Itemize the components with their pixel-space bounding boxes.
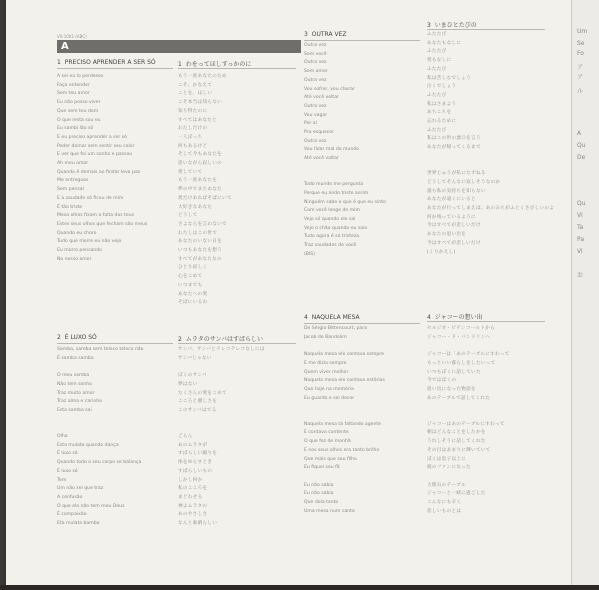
lyric-line: O meu samba [57,373,90,379]
lyric-line: Naquela mesa tá faltando agente [304,421,382,427]
lyric-line: 朝はどんなことをしたかを [427,430,486,436]
side-label: A [61,41,69,52]
title-rule [57,343,173,344]
lyric-line: しかし何か [178,477,203,483]
lyric-line: Todo mundo me pergunta [304,182,364,188]
lyric-line: Sem amor [304,69,328,75]
lyric-line: なんと素晴らしい [178,521,218,527]
lyric-line: 私のこころを [178,486,208,492]
lyric-line: ぼくは息子以上に [427,456,467,462]
lyric-line [304,164,386,173]
lyric-line: Outra vez [304,77,327,83]
lyric-line [304,412,385,421]
lyric-line: もう一度あなたを [178,178,218,184]
lyric-line: Outra vez [304,43,327,48]
lyric-line: Vejo só quando ele sai [304,217,356,223]
lyric-line: サンバじゃない [178,355,212,361]
lyric-line: 知り得たのに [178,108,208,114]
lyric-line: あなたが帰ってくるまで [427,145,481,151]
lyric-line: O que fez de manhã [304,439,351,445]
adjacent-page-line: ア [577,74,584,81]
lyric-line: あちこちを [427,110,452,116]
song-title-3: 3 OUTRA VEZ [304,31,347,38]
lyric-line: Eta mulata bamba [57,521,100,527]
lyric-line: Porque eu ando triste assim [304,190,369,196]
lyric-line: Traz muito amor [57,390,95,396]
lyric-line: Eu não posso viver [57,100,101,106]
lyric-line [178,424,265,433]
lyric-line: そばにいるわ [178,300,208,306]
lyric-line: すばらしい踊りを [178,451,218,457]
lyrics-4-jp [427,325,510,516]
adjacent-page-line: De [577,154,586,161]
title-rule [304,40,420,41]
lyric-line: (くりかえし) [427,249,456,255]
lyric-line: Eu guardo e sei decor [304,395,355,401]
lyric-line [304,173,386,182]
lyrics-3 [304,42,386,260]
lyric-line: Naquela mesa ele contava estórias [304,378,385,384]
lyric-line: ジャコー・ド・バンドリンへ [427,334,491,340]
adjacent-page-line: ア [577,64,584,71]
lyric-line: Outra vez [304,103,327,109]
lyric-line: 夢はない [178,381,198,387]
lyric-line: Traz saudades de você [304,243,357,249]
lyric-line: O que ela não tem meu Deus [57,503,125,509]
lyric-line: ぼくのサンバ [178,373,207,379]
lyric-line: ふたたび [427,127,447,133]
lyric-line: わたしだけの [178,126,208,132]
lyric-line [57,363,143,372]
lyrics-3-jp [427,31,554,257]
side-a-banner [57,40,301,53]
table-edge [0,585,599,590]
title-rule [427,321,545,322]
lyric-line: Quando eu choro [57,230,97,236]
adjacent-page-line: Vi [577,248,583,255]
lyric-line: ふたたび [427,66,447,72]
lyric-line: Vou falar mal do mundo [304,147,360,153]
lyric-line: 悲しいものとは [427,508,462,514]
lyric-line: すべてがあなたなの [178,256,222,262]
lyric-line: あなたが遠くにいると [427,197,476,203]
lyric-line [427,403,510,412]
lyric-line [427,473,510,482]
lyric-line: Pra esquecer [304,130,334,136]
lyric-line: その目はあまりに輝いていて [427,447,491,453]
lyric-line: É compaixão [57,512,87,518]
lyric-line: Mesa olhos fixam a falta dos teus [57,213,135,219]
lyric-line: E me dizia sempre [304,360,347,366]
title-rule [427,29,545,30]
lyric-line: すばらしいもの [178,468,213,474]
lyric-line: E a saudade só ficou de mim [57,195,124,201]
lyric-line [427,153,554,162]
lyric-line: あなたの思い出を [427,232,467,238]
lyric-line: 今はすべてが悲しいだけ [427,240,481,246]
lyric-line: すべてはあなたと [178,117,218,123]
lyric-line: A confusão [57,494,83,500]
song-title-4: 4 NAQUELA MESA [304,314,360,321]
adjacent-page [571,0,599,590]
lyric-line: Poder domar sem sentir seu calor [57,143,135,149]
lyric-line: É tão triste [57,204,83,210]
lyric-line: Quem viver melhor [304,369,349,375]
lyric-line: Quando todo o seu corpo se balança [57,460,142,466]
lyric-line: Outra vez [304,60,327,66]
lyric-line: É luxo só [57,451,78,457]
title-rule [57,68,173,69]
lyric-line: 愛もなしに [427,58,452,64]
lyric-line [304,473,385,482]
lyric-line: E eu preciso aprender a ser só [57,134,127,140]
lyric-line: ひとり寂しく [178,265,208,271]
lyric-line: Eu fiquei seu fã [304,465,340,471]
lyric-line: Eu sambi lão só [57,126,94,132]
lyric-line: どうしてそんなに寂しそうなのか [427,179,501,185]
song-title-2: 2 É LUXO SÓ [57,334,97,341]
lyric-line: まどわせる [178,494,203,500]
lyric-line: Esta mulata quando dança [57,442,119,448]
lyric-line: Naquela mesa ele contava sempre [304,352,384,358]
lyric-line: こそ本当は知らない [178,100,223,106]
lyric-line: É luxo só [57,468,78,474]
lyric-line: Não tem sonho [57,381,92,387]
lyric-line: E ver que foi um sonho e passou [57,152,133,158]
lyric-line: わたしはこの世で [178,230,218,236]
lyric-line: Tem [57,477,67,483]
lyric-line: 今はすべてが悲しいだけ [427,223,481,229]
lyric-line: あのやさしさ [178,512,208,518]
lyric-line [57,424,143,433]
lyric-line: E nos seus olhos era tanto brilho [304,447,380,453]
lyric-line: Por aí [304,121,317,127]
song-title-1: 1 PRECISO APRENDER A SER SÓ [57,59,156,66]
lyric-line [427,412,510,421]
lyric-line: Um não sei que traz [57,486,104,492]
lyric-line: Vejo o chão quando eu saio [304,225,368,231]
lyric-line: さよならを言わないで [178,221,227,227]
song-title-2-jp: 2 ムラタのサンバはすばらしい [178,336,263,343]
lyric-line: うれしそうに話してくれた [427,439,486,445]
lyric-line: 体をゆらすとき [178,460,213,466]
lyric-line: Até você voltar [304,95,339,101]
adjacent-page-line: ル [577,88,584,95]
lyric-line: Olha [57,434,68,440]
lyric-line: どうして [178,213,198,219]
catalog-code: VX-1001-(ABC) [57,34,87,39]
lyric-line: Que hoje na memória [304,386,354,392]
lyric-line [178,363,265,372]
song-title-4-jp: 4 ジャコーの想い出 [427,314,483,321]
lyric-line: 愛だけあればそばにいて [178,195,232,201]
lyric-line: O que resta sou eu [57,117,101,123]
lyric-line: 思い出になった物語を [427,386,476,392]
lyric-line: No nosso amor [57,256,92,262]
lyric-line [178,416,265,425]
title-rule [304,323,420,324]
lyric-line: ふたたび [427,92,447,98]
title-rule [178,68,296,69]
lyric-line: Eu morro pensando [57,248,102,254]
lyric-line: Com você longe de mim [304,208,360,214]
lyric-line: Samba, samba sem teleco teleco não [57,347,144,352]
lyric-line: セルジオ・ビテンコールトから [427,326,496,331]
lyric-line: Tudo agora é só tristeza [304,234,360,240]
lyric-line: このサンバはでる [178,407,217,413]
song-title-3-jp: 3 いまひとたびの [427,22,477,29]
lyrics-2 [57,346,143,529]
lyric-line: 誰も私の気持ちを知らない [427,188,486,194]
lyric-line: もっといい暮らしをしたいって [427,360,496,366]
lyric-line: Sem você [304,51,327,57]
lyric-line: ふたたび [427,49,447,55]
adjacent-page-line: Fo [577,50,584,57]
lyrics-1-jp [178,73,232,308]
lyric-line: 今ではぼくの [427,378,457,384]
lyric-line: A sei eu lo perdesse [57,74,104,79]
lyric-line: いつもぼくに話していた [427,369,481,375]
lyric-line: そして今もあなたを [178,152,223,158]
lyric-line: 愛していて [178,169,203,175]
lyric-line: Sem teu amor [57,91,90,97]
lyric-line: Ninguém sabe o que é que eu sinto [304,199,386,205]
adjacent-page-line: Pa [577,236,585,243]
lyric-line: Uma mesa num canto [304,508,355,514]
lyric-line: Que doía tanto [304,500,339,506]
lyric-line: Quando é demais ao findar leva paz [57,169,141,175]
lyric-line: (BIS) [304,251,316,257]
lyric-line: 世界じゅうが私にたずねる [427,171,486,177]
lyric-line: Que sem teu dom [57,108,99,114]
song-title-1-jp: 1 わをってほしすっかのに [178,61,252,68]
lyric-line: 彼のファンになった [427,465,471,471]
lyrics-2-jp [178,346,265,529]
lyric-line: ふたたび [427,32,447,37]
lyric-line: いつまでも [178,282,203,288]
lyric-line: ことを、ほしい [178,91,213,97]
title-rule [178,343,296,344]
lyric-line: E contava contente [304,430,349,436]
lyric-line: あなたが行ってしまえば、あのみちがふとくさびしいのよ [427,206,555,212]
lyric-line: 大好きなあなた [178,204,213,210]
lyric-line: 私は苦しむでしょう [427,75,472,81]
adjacent-page-line: Qu [577,200,586,207]
lyric-line: 神よムラタの [178,503,208,509]
lyric-line: Estes seus olhos que fecham são meus [57,221,148,227]
lyric-line: こんなにも辛く [427,500,462,506]
lyric-line: こそ、かなえて [178,82,213,88]
lyric-line: 一人ぼっち [178,134,203,140]
lyric-line: Até você voltar [304,156,339,162]
lyric-line: Eu não sabia [304,482,334,488]
lyric-line: サンバ、サンバとテレコテレコなしには [178,347,265,352]
adjacent-page-line: Um [577,28,588,35]
lyric-line: もう一度あなたのため [178,74,227,79]
lyric-line: Faça entender [57,82,90,88]
lyric-line: ジャコーは「あのテーブルにすわって [427,352,510,358]
lyric-line: 私はさまよう [427,101,457,107]
adjacent-page-line: お [577,272,584,279]
lyric-line: Vou vagar [304,112,328,118]
lyric-line: 大理石のテーブル [427,482,466,488]
lyrics-4 [304,325,385,516]
lyric-line: Me entregues [57,178,89,184]
lyric-line: こころと優しさを [178,399,218,405]
lyric-line: De Sérgio Bittencourt, para [304,326,367,331]
lyric-line: Que mais que seu filho [304,456,357,462]
lyric-line [304,342,385,351]
lyric-line: Outra vez [304,138,327,144]
adjacent-page-line: Se [577,40,585,47]
adjacent-page-line: A [577,130,582,137]
lyric-sheet [6,0,571,590]
lyric-line: あなたのいない日を [178,239,223,245]
lyric-line: あのテーブルで話してくれた [427,395,491,401]
lyric-line: あなたもなしに [427,40,462,46]
lyric-line: Traz alma e carinho [57,399,102,405]
adjacent-page-line: Qu [577,142,586,149]
lyric-line: ジャコーはあのテーブルにすわって [427,421,505,427]
lyric-line: Esta samba sai [57,407,92,413]
lyric-line: 私はこの世の悪口を言う [427,136,481,142]
lyric-line: Tudo que morre eu não vejo [57,239,122,245]
lyric-line: Jacob do Bandolim [304,334,347,340]
lyric-line: ジャコーと一緒に過ごした [427,491,486,497]
lyric-line: 何もあるけど [178,143,208,149]
lyric-line: 泣くでしょう [427,84,457,90]
lyric-line: 忘れるために [427,119,457,125]
lyric-line: Ah meu amor [57,161,89,167]
lyric-line: いつもあなたを想う [178,248,223,254]
lyric-line [427,342,510,351]
lyric-line [304,403,385,412]
lyric-line: 何か残っているように [427,214,476,220]
lyric-line: ごらん [178,434,193,440]
lyric-line: あなたへの愛 [178,291,208,297]
lyric-line: あのムラタが [178,442,208,448]
lyric-line [57,416,143,425]
adjacent-page-line: Ta [577,224,584,231]
lyric-line [427,162,554,171]
lyric-line: Sem pensar [57,187,85,193]
lyric-line: 思いながら寂しいの [178,161,223,167]
lyric-line: 心をこめて [178,274,203,280]
lyric-line: 夢の中でまたあなた [178,187,223,193]
lyric-line: É samba samba [57,355,94,361]
lyric-line: Eu não sabia [304,491,334,497]
lyric-line: たくさんの愛をこめて [178,390,227,396]
lyric-line: Vou sofrer, vou chorar [304,86,355,92]
adjacent-page-line: Vi [577,212,583,219]
lyrics-1 [57,73,147,264]
